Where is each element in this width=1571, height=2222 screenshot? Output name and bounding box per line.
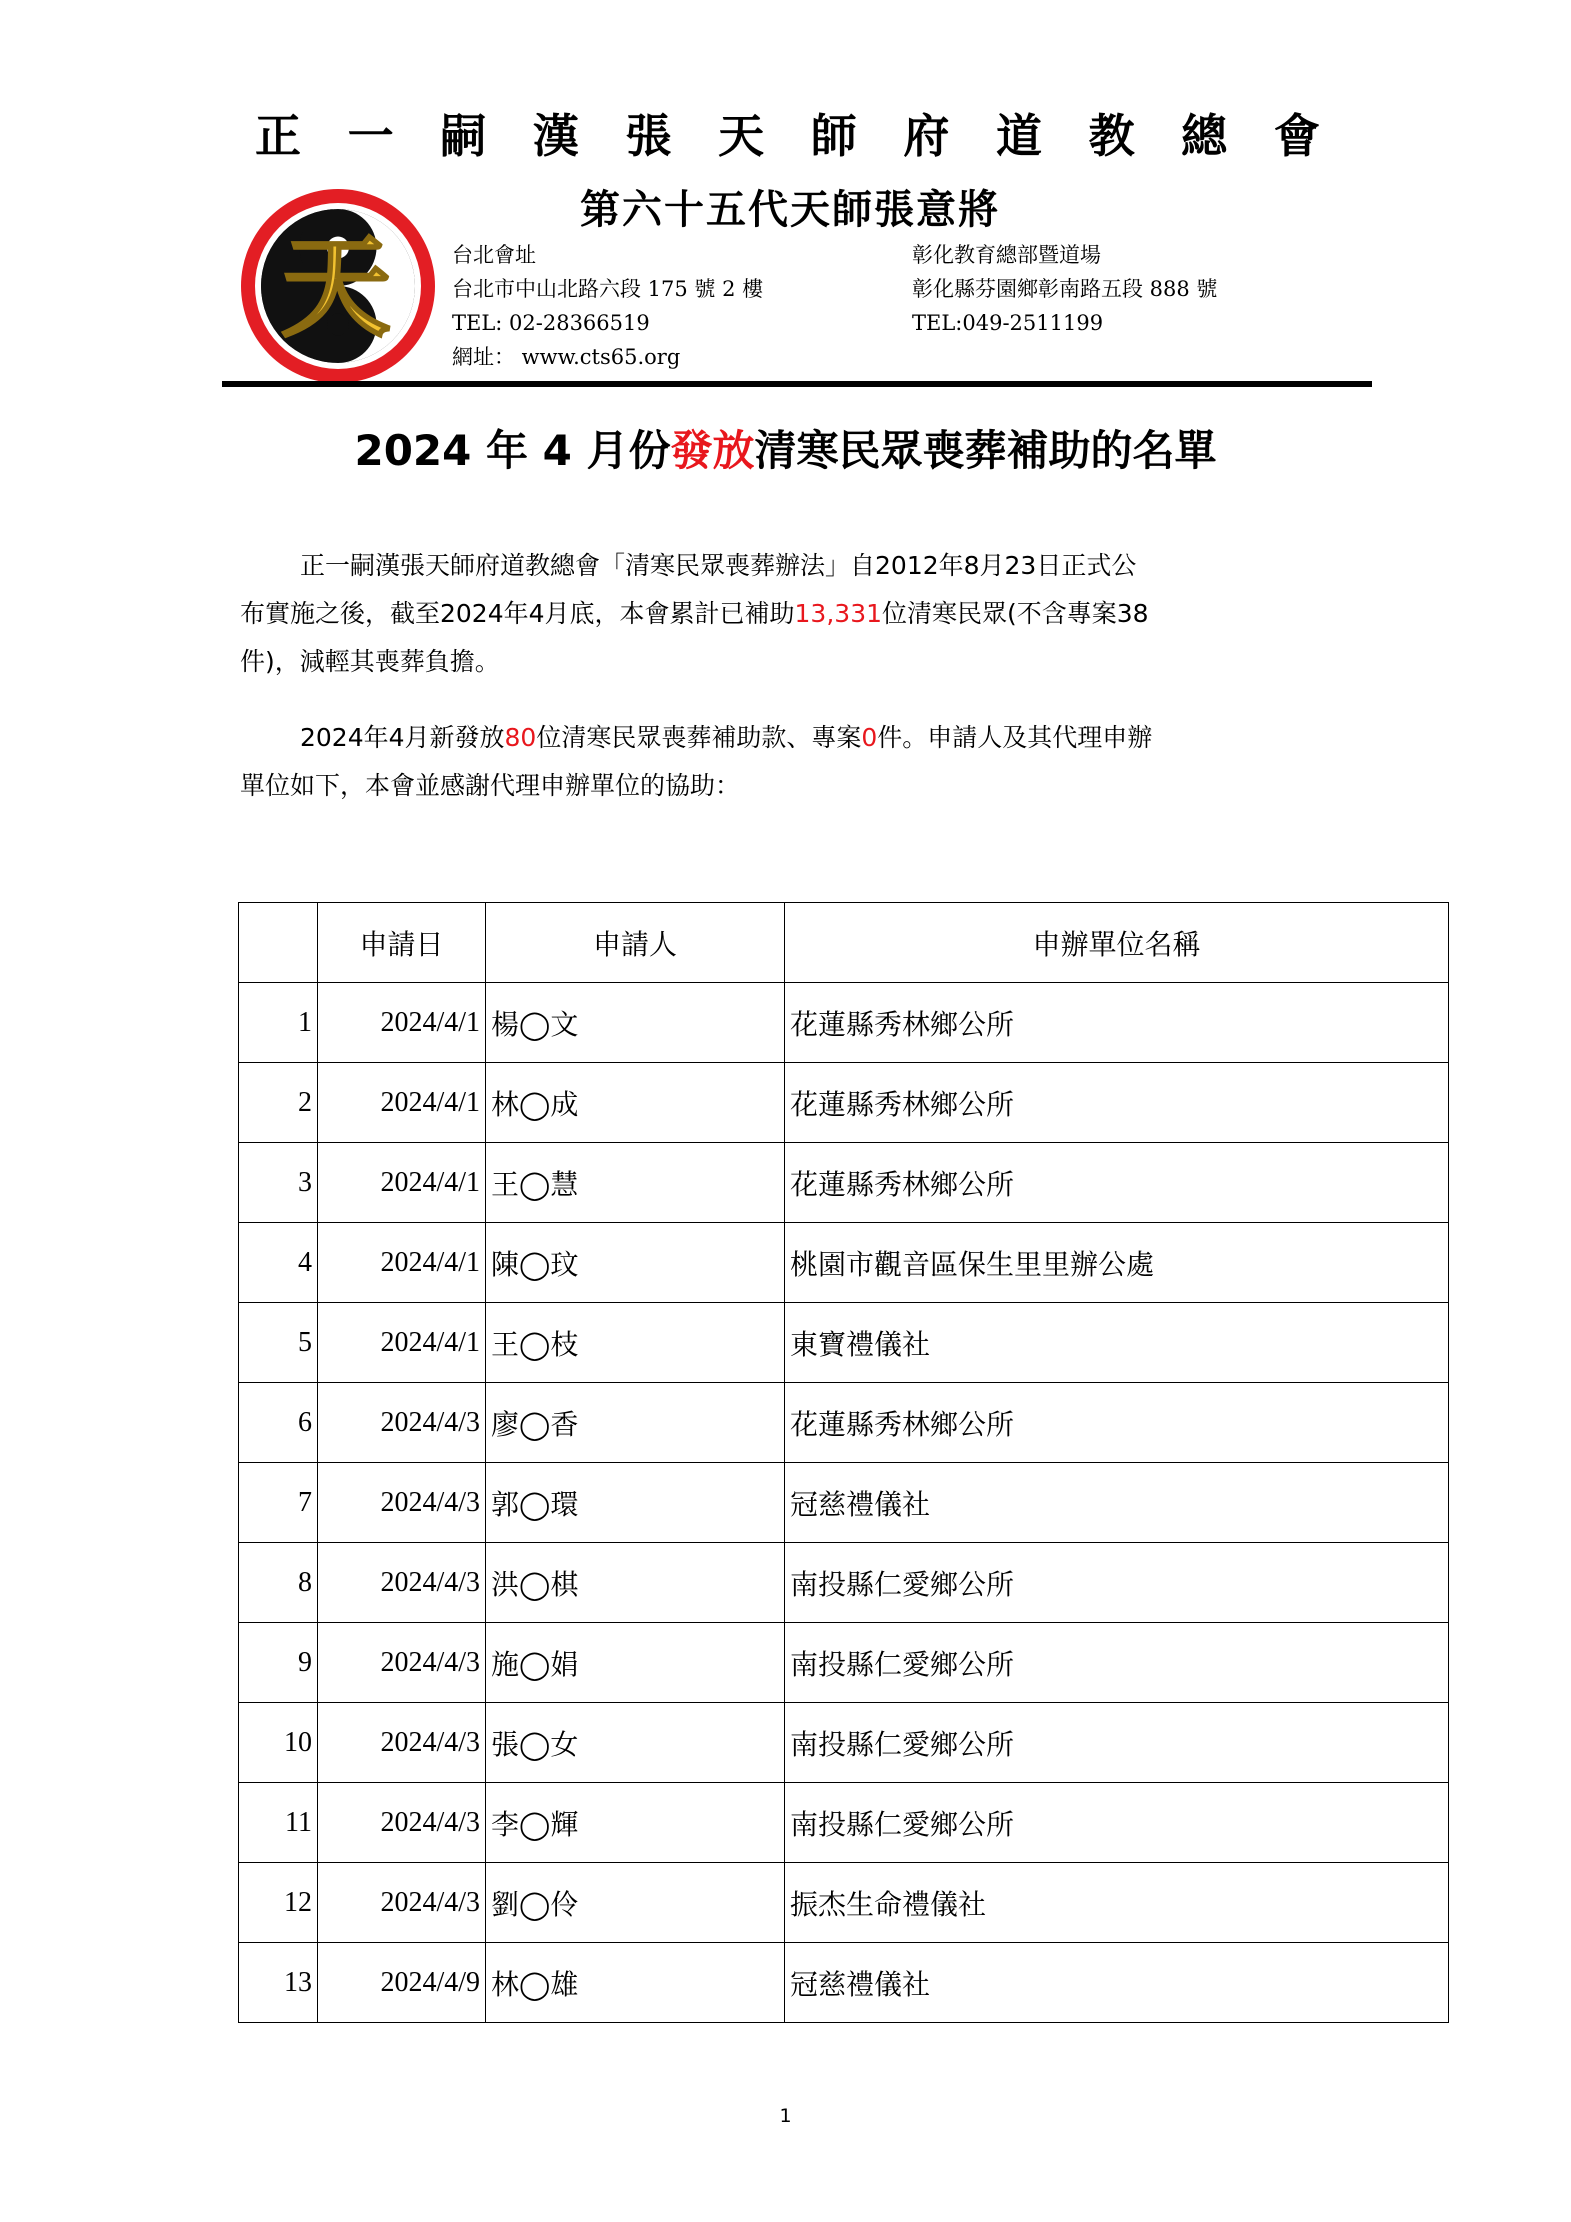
- address-line: 彰化縣芬園鄉彰南路五段 888 號: [912, 277, 1218, 301]
- table-row: [239, 1143, 1449, 1223]
- table-row: [239, 983, 1449, 1063]
- org-title-char: 一: [347, 109, 394, 163]
- paragraph-line: 正一嗣漢張天師府道教總會「清寒民眾喪葬辦法」自2012年8月23日正式公: [300, 551, 1137, 580]
- application-date: 2024/4/1: [318, 983, 486, 1063]
- title-suffix: 清寒民眾喪葬補助的名單: [754, 426, 1217, 475]
- row-number: 5: [239, 1303, 318, 1383]
- agency-name: 東寶禮儀社: [785, 1303, 1449, 1383]
- address-line: 台北市中山北路六段 175 號 2 樓: [452, 277, 764, 301]
- org-title-char: 師: [810, 109, 857, 163]
- header-date: 申請日: [318, 903, 486, 983]
- applicant-name: 張◯女: [486, 1703, 785, 1783]
- applicant-name: 王◯慧: [486, 1143, 785, 1223]
- application-date: 2024/4/3: [318, 1783, 486, 1863]
- text-segment: 布實施之後，截至2024年4月底，本會累計已補助: [240, 599, 795, 628]
- celestial-master-subtitle: 第六十五代天師張意將: [580, 186, 1000, 233]
- applicant-name: 郭◯環: [486, 1463, 785, 1543]
- applicant-name: 廖◯香: [486, 1383, 785, 1463]
- agency-name: 桃園市觀音區保生里里辦公處: [785, 1223, 1449, 1303]
- row-number: 8: [239, 1543, 318, 1623]
- taipei-address-block: [452, 238, 763, 374]
- row-number: 12: [239, 1863, 318, 1943]
- application-date: 2024/4/1: [318, 1063, 486, 1143]
- org-title-char: 總: [1181, 109, 1228, 163]
- header-unit: 申辦單位名稱: [785, 903, 1449, 983]
- row-number: 3: [239, 1143, 318, 1223]
- org-title-char: 張: [625, 109, 672, 163]
- agency-name: 冠慈禮儀社: [785, 1463, 1449, 1543]
- application-date: 2024/4/3: [318, 1383, 486, 1463]
- row-number: 11: [239, 1783, 318, 1863]
- org-title-char: 嗣: [440, 109, 487, 163]
- row-number: 4: [239, 1223, 318, 1303]
- org-title-char: 正: [255, 109, 301, 163]
- grant-recipient-table: [238, 902, 1449, 2023]
- organization-title: [255, 103, 1320, 163]
- agency-name: 南投縣仁愛鄉公所: [785, 1623, 1449, 1703]
- paragraph-line: [240, 714, 1340, 762]
- org-title-char: 漢: [532, 109, 579, 163]
- applicant-name: 劉◯伶: [486, 1863, 785, 1943]
- row-number: 13: [239, 1943, 318, 2023]
- table-row: [239, 1383, 1449, 1463]
- title-highlight: 發放: [670, 426, 755, 475]
- phone-number: TEL:049-2511199: [912, 311, 1104, 335]
- row-number: 9: [239, 1623, 318, 1703]
- agency-name: 花蓮縣秀林鄉公所: [785, 983, 1449, 1063]
- table-row: [239, 1223, 1449, 1303]
- text-segment: 2024年4月新發放: [300, 723, 505, 752]
- application-date: 2024/4/3: [318, 1623, 486, 1703]
- application-date: 2024/4/1: [318, 1223, 486, 1303]
- monthly-count: 80: [504, 723, 537, 752]
- title-prefix: 2024 年 4 月份: [354, 426, 671, 475]
- application-date: 2024/4/9: [318, 1943, 486, 2023]
- application-date: 2024/4/1: [318, 1303, 486, 1383]
- table-row: [239, 1783, 1449, 1863]
- applicant-name: 洪◯棋: [486, 1543, 785, 1623]
- row-number: 10: [239, 1703, 318, 1783]
- applicant-name: 楊◯文: [486, 983, 785, 1063]
- agency-name: 花蓮縣秀林鄉公所: [785, 1143, 1449, 1223]
- application-date: 2024/4/3: [318, 1703, 486, 1783]
- agency-name: 花蓮縣秀林鄉公所: [785, 1383, 1449, 1463]
- website: 網址： www.cts65.org: [452, 345, 681, 369]
- paragraph-line: 單位如下，本會並感謝代理申辦單位的協助：: [240, 771, 741, 800]
- application-date: 2024/4/1: [318, 1143, 486, 1223]
- changhua-address-block: [912, 238, 1217, 340]
- applicant-name: 施◯娟: [486, 1623, 785, 1703]
- row-number: 1: [239, 983, 318, 1063]
- row-number: 7: [239, 1463, 318, 1543]
- table-row: [239, 1543, 1449, 1623]
- application-date: 2024/4/3: [318, 1863, 486, 1943]
- applicant-name: 林◯成: [486, 1063, 785, 1143]
- table-row: [239, 1703, 1449, 1783]
- applicant-name: 林◯雄: [486, 1943, 785, 2023]
- table-row: [239, 1303, 1449, 1383]
- application-date: 2024/4/3: [318, 1463, 486, 1543]
- summary-paragraph: [240, 542, 1340, 686]
- phone-number: TEL: 02-28366519: [452, 311, 650, 335]
- table-row: [239, 1863, 1449, 1943]
- row-number: 6: [239, 1383, 318, 1463]
- org-title-char: 會: [1273, 109, 1320, 163]
- text-segment: 件。申請人及其代理申辦: [877, 723, 1153, 752]
- text-segment: 位清寒民眾喪葬補助款、專案: [536, 723, 862, 752]
- table-row: [239, 1623, 1449, 1703]
- paragraph-line: [240, 590, 1340, 638]
- text-segment: 位清寒民眾(不含專案38: [882, 599, 1149, 628]
- page-number: 1: [779, 2105, 792, 2127]
- header-number: [239, 903, 318, 983]
- applicant-name: 王◯枝: [486, 1303, 785, 1383]
- monthly-paragraph: [240, 714, 1340, 810]
- agency-name: 花蓮縣秀林鄉公所: [785, 1063, 1449, 1143]
- applicant-name: 陳◯玟: [486, 1223, 785, 1303]
- address-label: 彰化教育總部暨道場: [912, 243, 1101, 267]
- logo-char: 天: [281, 223, 391, 352]
- org-title-char: 道: [996, 109, 1042, 163]
- paragraph-line: 件)，減輕其喪葬負擔。: [240, 647, 500, 676]
- agency-name: 南投縣仁愛鄉公所: [785, 1783, 1449, 1863]
- table-header-row: [239, 903, 1449, 983]
- agency-name: 冠慈禮儀社: [785, 1943, 1449, 2023]
- agency-name: 南投縣仁愛鄉公所: [785, 1703, 1449, 1783]
- org-title-char: 教: [1088, 109, 1135, 163]
- table-row: [239, 1063, 1449, 1143]
- document-title: [0, 418, 1571, 478]
- address-label: 台北會址: [452, 243, 536, 267]
- header-divider: [222, 381, 1372, 387]
- cumulative-count: 13,331: [794, 599, 883, 628]
- applicant-name: 李◯輝: [486, 1783, 785, 1863]
- agency-name: 振杰生命禮儀社: [785, 1863, 1449, 1943]
- special-count: 0: [861, 723, 878, 752]
- agency-name: 南投縣仁愛鄉公所: [785, 1543, 1449, 1623]
- header-applicant: 申請人: [486, 903, 785, 983]
- row-number: 2: [239, 1063, 318, 1143]
- taiji-logo: [238, 186, 438, 386]
- table-row: [239, 1943, 1449, 2023]
- org-title-char: 府: [903, 109, 950, 163]
- table-row: [239, 1463, 1449, 1543]
- org-title-char: 天: [718, 109, 765, 163]
- table-body: [239, 983, 1449, 2023]
- application-date: 2024/4/3: [318, 1543, 486, 1623]
